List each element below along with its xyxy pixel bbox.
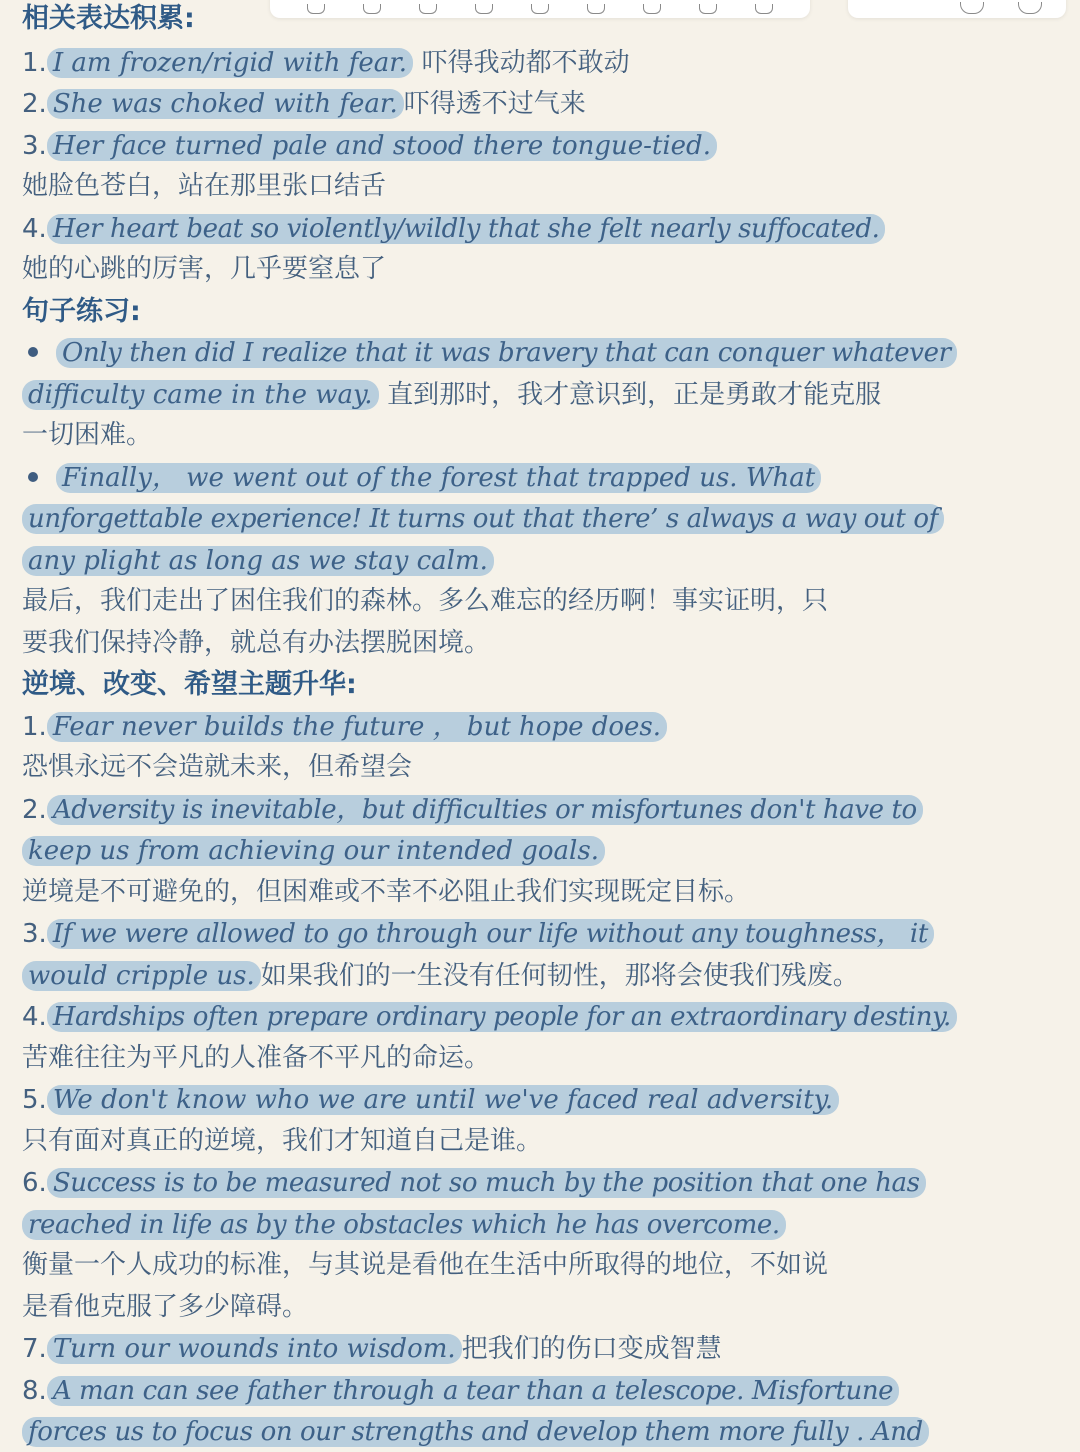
expression-item-2: 2. She was choked with fear. 吓得透不过气来	[22, 89, 586, 119]
theme-item-1: 1. Fear never builds the future ， but hope does.	[22, 706, 1058, 747]
section-heading-theme: 逆境、改变、希望主题升华:	[22, 669, 357, 700]
theme-item-3: 3. If we were allowed to go through our life without any toughness， it	[22, 913, 1058, 954]
chinese-translation: 一切困难。	[22, 420, 153, 450]
theme-item-4: 4. Hardships often prepare ordinary people for an extraordinary destiny.	[22, 996, 1058, 1037]
theme-item-6-cont: reached in life as by the obstacles which he has overcome.	[22, 1204, 1058, 1245]
theme-item-3-cont: would cripple us. 如果我们的一生没有任何韧性，那将会使我们残废。	[22, 955, 1058, 996]
theme-item-6: 6. Success is to be measured not so much by the position that one has	[22, 1162, 1058, 1203]
chinese-translation: 吓得我动都不敢动	[421, 48, 630, 78]
section-heading-expressions: 相关表达积累:	[22, 3, 195, 34]
english-phrase: Her face turned pale and stood there tongue-tied.	[47, 131, 717, 161]
english-phrase: Her heart beat so violently/wildly that she felt nearly suffocated.	[47, 214, 886, 244]
section-heading-sentence-practice: 句子练习:	[22, 296, 141, 327]
chinese-translation: 是看他克服了多少障碍。	[22, 1292, 309, 1322]
chinese-translation: 最后，我们走出了困住我们的森林。多么难忘的经历啊！事实证明，只	[22, 586, 829, 616]
theme-item-8: 8. A man can see father through a tear than a telescope. Misfortune	[22, 1370, 1058, 1411]
expression-item-3: 3. Her face turned pale and stood there tongue-tied.	[22, 125, 1058, 166]
practice-item-2-cont: any plight as long as we stay calm.	[22, 540, 1058, 581]
chinese-translation: 只有面对真正的逆境，我们才知道自己是谁。	[22, 1126, 543, 1156]
chinese-translation: 吓得透不过气来	[403, 89, 586, 119]
chinese-translation: 衡量一个人成功的标准，与其说是看他在生活中所取得的地位，不如说	[22, 1250, 829, 1280]
chinese-translation: 苦难往往为平凡的人准备不平凡的命运。	[22, 1043, 491, 1073]
practice-item-1: Only then did I realize that it was bravery that can conquer whatever	[22, 332, 1058, 373]
bullet-icon	[28, 472, 38, 482]
practice-item-2-cont: unforgettable experience! It turns out that there’ s always a way out of	[22, 498, 1058, 539]
expression-item-1: 1. I am frozen/rigid with fear. 吓得我动都不敢动	[22, 48, 630, 78]
theme-item-2: 2. Adversity is inevitable，but difficulties or misfortunes don't have to	[22, 789, 1058, 830]
practice-item-2: Finally， we went out of the forest that trapped us. What	[22, 457, 1058, 498]
expression-item-4: 4. Her heart beat so violently/wildly that she felt nearly suffocated.	[22, 208, 1058, 249]
theme-item-5: 5. We don't know who we are until we've faced real adversity.	[22, 1079, 1058, 1120]
theme-item-7: 7. Turn our wounds into wisdom. 把我们的伤口变成智慧	[22, 1334, 722, 1364]
theme-item-8-cont: forces us to focus on our strengths and develop them more fully . And	[22, 1411, 1058, 1452]
english-phrase: She was choked with fear.	[47, 89, 404, 119]
chinese-translation: 要我们保持冷静，就总有办法摆脱困境。	[22, 628, 491, 658]
theme-item-2-cont: keep us from achieving our intended goals.	[22, 830, 1058, 871]
english-phrase: I am frozen/rigid with fear.	[47, 48, 413, 78]
chinese-translation: 她的心跳的厉害，几乎要窒息了	[22, 254, 387, 284]
chinese-translation: 逆境是不可避免的，但困难或不幸不必阻止我们实现既定目标。	[22, 877, 751, 907]
chinese-translation: 恐惧永远不会造就未来，但希望会	[22, 752, 413, 782]
chinese-translation: 她脸色苍白，站在那里张口结舌	[22, 171, 387, 201]
bullet-icon	[28, 347, 38, 357]
practice-item-1-cont: difficulty came in the way. 直到那时，我才意识到，正是勇敢才能克服	[22, 374, 1058, 415]
